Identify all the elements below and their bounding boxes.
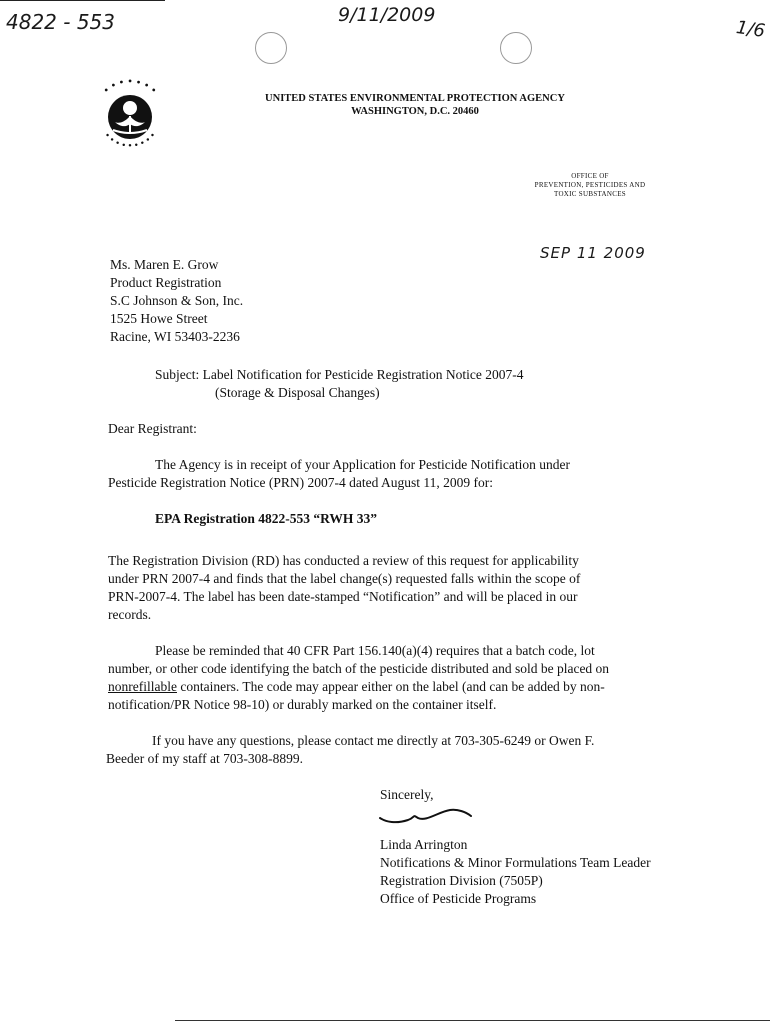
recipient-street: 1525 Howe Street	[110, 311, 208, 326]
handwritten-page-count: 1/6	[734, 17, 767, 42]
subject-label: Subject:	[155, 367, 200, 382]
svg-text:• • • • • • • • •: • • • • • • • • •	[102, 131, 158, 151]
signer-block	[380, 836, 651, 908]
subject-line-2: (Storage & Disposal Changes)	[215, 385, 380, 400]
letterhead	[200, 92, 630, 118]
paragraph-2-line-2: under PRN 2007-4 and finds that the label change(s) requested falls within the scope of	[108, 571, 581, 586]
paragraph-3-line-3-rest: containers. The code may appear either on the label (and can be added by non-	[176, 679, 605, 694]
agency-name: UNITED STATES ENVIRONMENTAL PROTECTION AGENCY	[265, 93, 565, 104]
subject-line-1: Label Notification for Pesticide Registration Notice 2007-4	[202, 367, 524, 382]
subject-block	[155, 366, 524, 384]
paragraph-4-line-2: Beeder of my staff at 703-308-8899.	[106, 751, 303, 766]
paragraph-3-line-2: number, or other code identifying the batch of the pesticide distributed and sold be placed on	[108, 661, 610, 676]
paragraph-2-line-4: records.	[108, 607, 152, 622]
office-line-3: TOXIC SUBSTANCES	[554, 190, 626, 198]
svg-text:• • • • • • •: • • • • • • •	[101, 77, 159, 96]
epa-seal-icon	[85, 72, 175, 162]
signer-title: Notifications & Minor Formulations Team Leader	[380, 855, 651, 870]
paragraph-2-line-3: PRN-2007-4. The label has been date-stamped “Notification” and will be placed in our	[108, 589, 578, 604]
epa-seal-logo	[85, 72, 175, 162]
paragraph-2-line-1: The Registration Division (RD) has conducted a review of this request for applicability	[108, 553, 579, 568]
signer-division: Registration Division (7505P)	[380, 873, 543, 888]
registration-number: EPA Registration 4822-553 “RWH 33”	[155, 511, 378, 526]
date-stamp: SEP 11 2009	[540, 244, 646, 262]
recipient-company: S.C Johnson & Son, Inc.	[110, 293, 244, 308]
paragraph-2	[108, 552, 580, 624]
paragraph-1-line-1: The Agency is in receipt of your Application for Pesticide Notification under	[155, 457, 571, 472]
paragraph-3-line-1: Please be reminded that 40 CFR Part 156.140(a)(4) requires that a batch code, lot	[155, 643, 595, 658]
office-line-1: OFFICE OF	[571, 172, 609, 180]
closing: Sincerely,	[380, 787, 434, 802]
signer-name: Linda Arrington	[380, 837, 468, 852]
bottom-edge-line	[175, 1020, 770, 1021]
paragraph-1-line-2: Pesticide Registration Notice (PRN) 2007-4 dated August 11, 2009 for:	[108, 475, 493, 490]
handwritten-file-number: 4822 - 553	[6, 10, 116, 34]
paragraph-3-line-3	[108, 678, 609, 696]
office-block	[510, 172, 670, 199]
recipient-title: Product Registration	[110, 275, 222, 290]
recipient-address	[110, 256, 243, 346]
agency-city: WASHINGTON, D.C. 20460	[351, 106, 479, 117]
punch-hole-right	[500, 32, 532, 64]
nonrefillable-underlined: nonrefillable	[108, 679, 177, 694]
top-edge-line	[0, 0, 165, 1]
recipient-city: Racine, WI 53403-2236	[110, 329, 240, 344]
signer-office: Office of Pesticide Programs	[380, 891, 537, 906]
paragraph-4-line-1: If you have any questions, please contact me directly at 703-305-6249 or Owen F.	[152, 733, 595, 748]
punch-hole-left	[255, 32, 287, 64]
handwritten-signature	[378, 806, 473, 835]
recipient-name: Ms. Maren E. Grow	[110, 257, 219, 272]
paragraph-3-line-4: notification/PR Notice 98-10) or durably marked on the container itself.	[108, 697, 497, 712]
salutation: Dear Registrant:	[108, 421, 197, 436]
paragraph-3	[108, 660, 609, 714]
handwritten-date: 9/11/2009	[338, 4, 436, 26]
office-line-2: PREVENTION, PESTICIDES AND	[534, 181, 646, 189]
